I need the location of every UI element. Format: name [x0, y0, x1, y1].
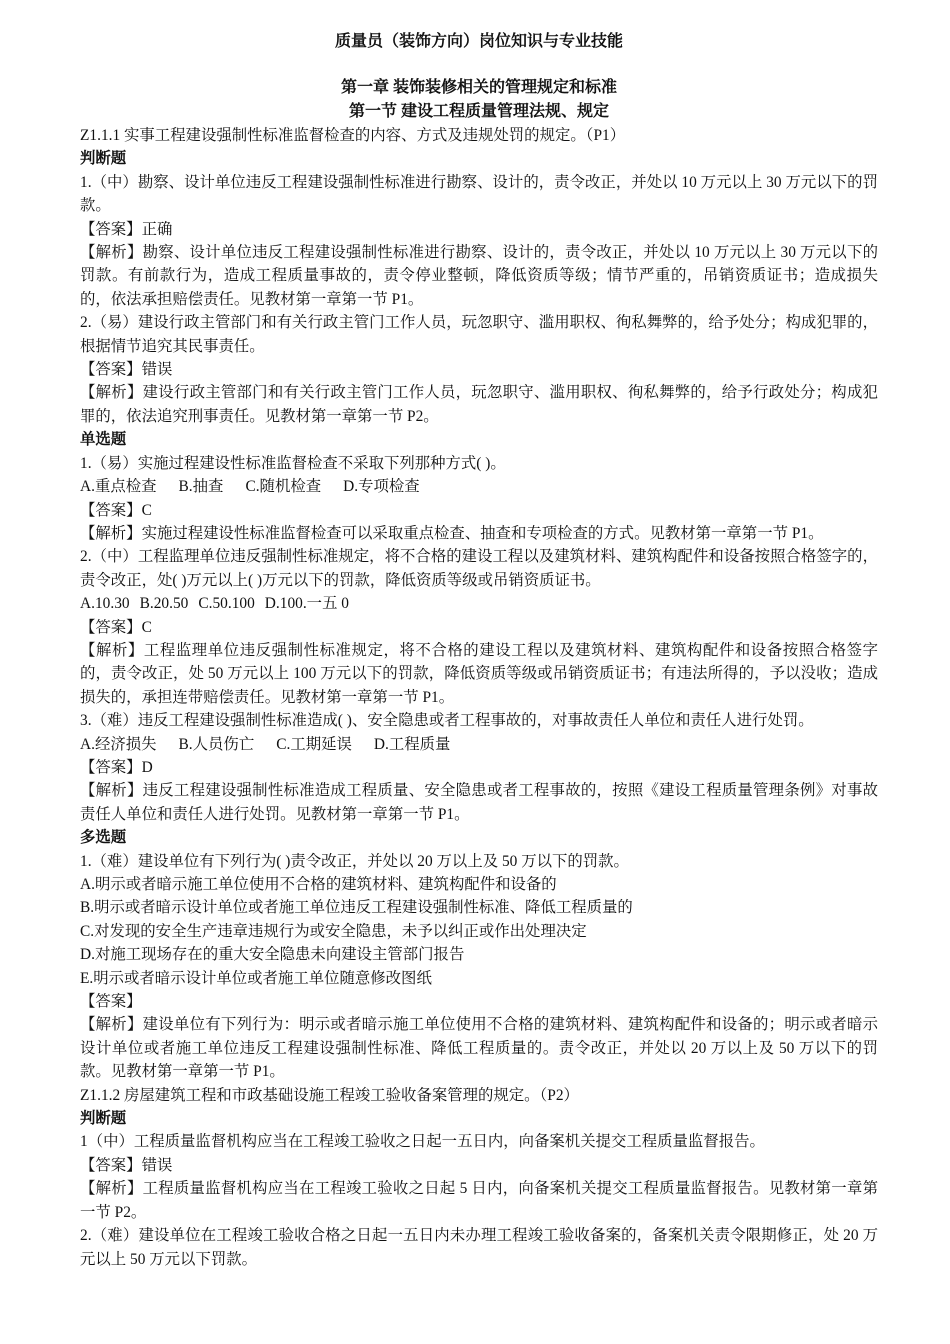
option: C.随机检查 — [245, 478, 322, 496]
section-title: 第一节 建设工程质量管理法规、规定 — [348, 103, 609, 120]
option-line: D.对施工现场存在的重大安全隐患未向建设主管部门报告 — [80, 946, 465, 964]
question-text: 2.（中）工程监理单位违反强制性标准规定，将不合格的建设工程以及建筑材料、建筑构配件和设备按照合格签字的，责令改正，处( )万元以上( )万元以下的罚款，降低资质等级或吊销资质证书。 — [80, 548, 878, 589]
answer-text: 【答案】错误 — [80, 1156, 173, 1174]
question-type-heading: 判断题 — [80, 150, 127, 168]
answer-text: 【答案】 — [80, 993, 142, 1011]
question-text: 2.（易）建设行政主管部门和有关行政主管门工作人员，玩忽职守、滥用职权、徇私舞弊的，给予处分；构成犯罪的，根据情节追究其民事责任。 — [80, 314, 878, 355]
document-title: 质量员（装饰方向）岗位知识与专业技能 — [334, 33, 623, 50]
question-text: 1.（易）实施过程建设性标准监督检查不采取下列那种方式( )。 — [80, 454, 506, 472]
answer-text: 【答案】错误 — [80, 361, 173, 379]
option-line: A.明示或者暗示施工单位使用不合格的建筑材料、建筑构配件和设备的 — [80, 876, 557, 893]
chapter-title: 第一章 装饰装修相关的管理规定和标准 — [340, 79, 617, 96]
explanation-text: 【解析】工程监理单位违反强制性标准规定，将不合格的建设工程以及建筑材料、建筑构配件和设备按照合格签字的，责令改正，处 50 万元以上 100 万元以下的罚款，降低资质等级或吊销资质证书；有违法所得的，予以没收；造成损失的，承担连带赔偿责任。见教材第一章第一节 P1。 — [80, 641, 878, 706]
topic-heading: Z1.1.1 实事工程建设强制性标准监督检查的内容、方式及违规处罚的规定。（P1） — [80, 127, 626, 144]
explanation-text: 【解析】建设单位有下列行为：明示或者暗示施工单位使用不合格的建筑材料、建筑构配件和设备的；明示或者暗示设计单位或者施工单位违反工程建设强制性标准、降低工程质量的。责令改正，并处以 20 万以上及 50 万以下的罚款。见教材第一章第一节 P1。 — [80, 1016, 878, 1081]
options-line — [80, 733, 878, 756]
answer-text: 【答案】C — [80, 501, 152, 519]
option: D.工程质量 — [373, 735, 451, 753]
question-type-heading: 判断题 — [80, 1110, 127, 1128]
option: A.10.30 — [80, 595, 130, 613]
topic-heading: Z1.1.2 房屋建筑工程和市政基础设施工程竣工验收备案管理的规定。（P2） — [80, 1086, 579, 1104]
question-type-heading: 单选题 — [80, 431, 127, 449]
question-text: 1.（中）勘察、设计单位违反工程建设强制性标准进行勘察、设计的，责令改正，并处以 10 万元以上 30 万元以下的罚款。 — [80, 173, 878, 215]
option-line: C.对发现的安全生产违章违规行为或安全隐患，未予以纠正或作出处理决定 — [80, 922, 587, 940]
answer-text: 【答案】C — [80, 618, 152, 636]
question-text: 2.（难）建设单位在工程竣工验收合格之日起一五日内未办理工程竣工验收备案的，备案机关责令限期修正，处 20 万元以上 50 万元以下罚款。 — [80, 1227, 878, 1268]
explanation-text: 【解析】违反工程建设强制性标准造成工程质量、安全隐患或者工程事故的，按照《建设工程质量管理条例》对事故责任人单位和责任人进行处罚。见教材第一章第一节 P1。 — [80, 782, 878, 823]
option: B.20.50 — [139, 595, 189, 613]
explanation-text: 【解析】工程质量监督机构应当在工程竣工验收之日起 5 日内，向备案机关提交工程质量监督报告。见教材第一章第一节 P2。 — [80, 1180, 878, 1221]
option: B.人员伤亡 — [178, 735, 255, 753]
explanation-text: 【解析】勘察、设计单位违反工程建设强制性标准进行勘察、设计的，责令改正，并处以 10 万元以上 30 万元以下的罚款。有前款行为，造成工程质量事故的，责令停业整顿，降低资质等级；情节严重的，吊销资质证书；造成损失的，依法承担赔偿责任。见教材第一章第一节 P1。 — [80, 244, 878, 308]
question-type-heading: 多选题 — [80, 829, 127, 847]
question-text: 1.（难）建设单位有下列行为( )责令改正，并处以 20 万以上及 50 万以下的罚款。 — [80, 852, 629, 870]
question-text: 3.（难）违反工程建设强制性标准造成( )、安全隐患或者工程事故的，对事故责任人单位和责任人进行处罚。 — [80, 712, 814, 730]
option-line: E.明示或者暗示设计单位或者施工单位随意修改图纸 — [80, 969, 432, 987]
option: D.专项检查 — [343, 478, 420, 496]
options-line — [80, 592, 878, 615]
option: B.抽查 — [178, 478, 224, 496]
answer-text: 【答案】D — [80, 758, 153, 776]
explanation-text: 【解析】建设行政主管部门和有关行政主管门工作人员，玩忽职守、滥用职权、徇私舞弊的，给予行政处分；构成犯罪的，依法追究刑事责任。见教材第一章第一节 P2。 — [80, 384, 878, 425]
answer-text: 【答案】正确 — [80, 220, 173, 238]
option-line: B.明示或者暗示设计单位或者施工单位违反工程建设强制性标准、降低工程质量的 — [80, 899, 633, 917]
option: A.重点检查 — [80, 478, 157, 496]
question-text: 1（中）工程质量监督机构应当在工程竣工验收之日起一五日内，向备案机关提交工程质量监督报告。 — [80, 1133, 765, 1151]
option: C.50.100 — [198, 595, 255, 613]
option: C.工期延误 — [276, 735, 352, 753]
option: A.经济损失 — [80, 735, 157, 753]
options-line — [80, 475, 878, 498]
explanation-text: 【解析】实施过程建设性标准监督检查可以采取重点检查、抽查和专项检查的方式。见教材第一章第一节 P1。 — [80, 524, 824, 542]
option: D.100.一五 0 — [264, 595, 350, 613]
